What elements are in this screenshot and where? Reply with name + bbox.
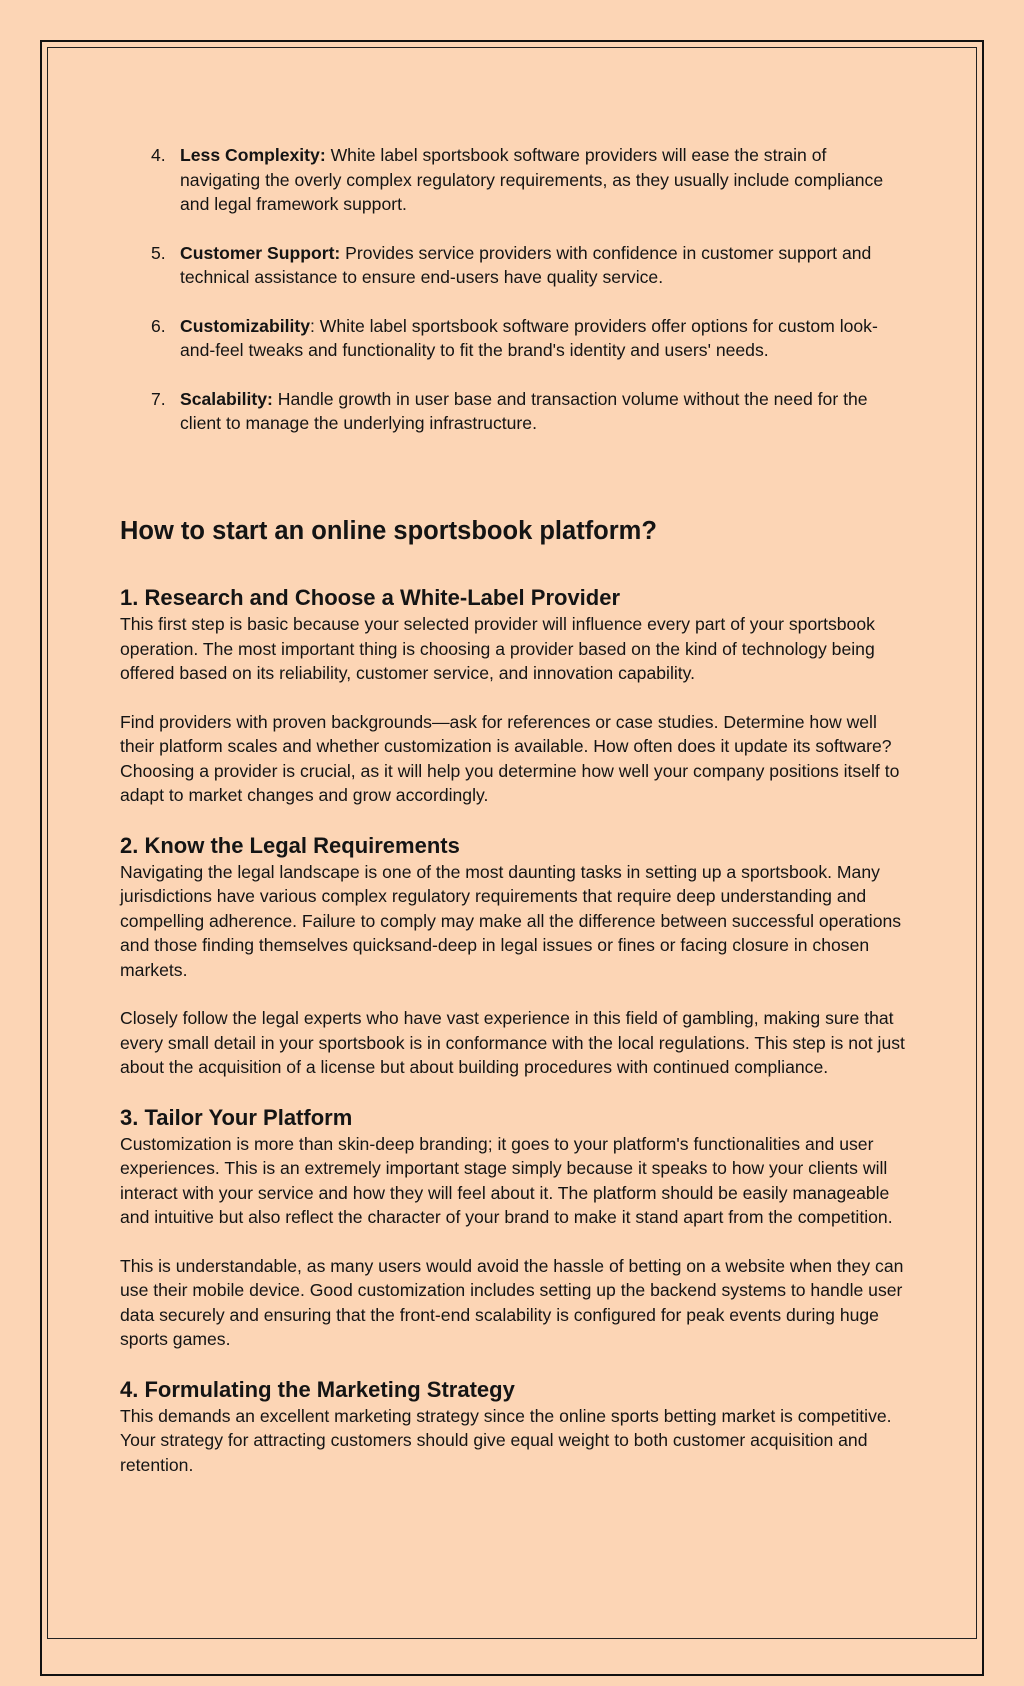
section-heading: 2. Know the Legal Requirements (120, 832, 460, 858)
section-legal (120, 832, 910, 1080)
feature-list (120, 143, 910, 436)
feature-title: Customer Support: (180, 242, 341, 263)
feature-number: 4. (151, 145, 166, 165)
section-heading: 3. Tailor Your Platform (120, 1104, 353, 1130)
feature-title: Scalability: (180, 388, 273, 409)
section-paragraph: This demands an excellent marketing strategy since the online sports betting market is competitive. Your strategy for attracting customers should give equal weight to both customer acquisition and retention. (120, 1405, 892, 1475)
section-heading: 1. Research and Choose a White-Label Provider (120, 585, 621, 610)
feature-number: 6. (151, 315, 166, 336)
feature-item (120, 241, 910, 290)
section-tailor (120, 1104, 910, 1352)
section-paragraph: This first step is basic because your selected provider will influence every part of your sportsbook operation. The most important thing is choosing a provider based on the kind of technology being offered based on its reliability, customer service, and innovation capability. (120, 614, 875, 683)
section-marketing (120, 1376, 910, 1478)
feature-text: Provides service providers with confidence in customer support and technical assistance to ensure end-users have quality service. (180, 242, 872, 287)
feature-text: Handle growth in user base and transaction volume without the need for the client to manage the underlying infrastructure. (180, 388, 868, 433)
feature-item (120, 314, 910, 363)
feature-number: 7. (151, 388, 166, 409)
feature-title: Customizability (180, 315, 311, 336)
section-paragraph: Find providers with proven backgrounds—ask for references or case studies. Determine how well their platform scales and whether customization is available. How often does it update its software? Choosing a provider is crucial, as it will help you determine how well your company positions itself to adapt to market changes and grow accordingly. (120, 711, 900, 805)
sections (120, 584, 910, 1501)
section-paragraph: Customization is more than skin-deep branding; it goes to your platform's functionalities and user experiences. This is an extremely important stage simply because it speaks to how your clients will interact with your service and how they will feel about it. The platform should be easily manageable and intuitive but also reflect the character of your brand to make it stand apart from the competition. (120, 1133, 893, 1227)
feature-title: Less Complexity: (180, 145, 326, 165)
page-content (120, 143, 910, 1475)
feature-text: : White label sportsbook software providers offer options for custom look-and-feel tweaks and functionality to fit the brand's identity and users' needs. (180, 315, 878, 360)
feature-item (120, 143, 910, 217)
feature-number: 5. (151, 242, 166, 263)
section-heading: 4. Formulating the Marketing Strategy (120, 1376, 515, 1402)
section-research (120, 584, 910, 808)
main-heading: How to start an online sportsbook platform? (120, 517, 657, 545)
section-paragraph: Navigating the legal landscape is one of the most daunting tasks in setting up a sportsbook. Many jurisdictions have various complex regulatory requirements that require deep understanding and compelling adherence. Failure to comply may make all the difference between successful operations and those finding themselves quicksand-deep in legal issues or fines or facing closure in chosen markets. (120, 861, 902, 980)
feature-item (120, 387, 910, 436)
section-paragraph: This is understandable, as many users would avoid the hassle of betting on a website when they can use their mobile device. Good customization includes setting up the backend systems to handle user data securely and ensuring that the front-end scalability is configured for peak events during huge sports games. (120, 1255, 904, 1349)
section-paragraph: Closely follow the legal experts who have vast experience in this field of gambling, making sure that every small detail in your sportsbook is in conformance with the local regulations. This step is not just about the acquisition of a license but about building procedures with continued compliance. (120, 1008, 905, 1077)
feature-text: White label sportsbook software providers will ease the strain of navigating the overly complex regulatory requirements, as they usually include compliance and legal framework support. (180, 145, 884, 214)
